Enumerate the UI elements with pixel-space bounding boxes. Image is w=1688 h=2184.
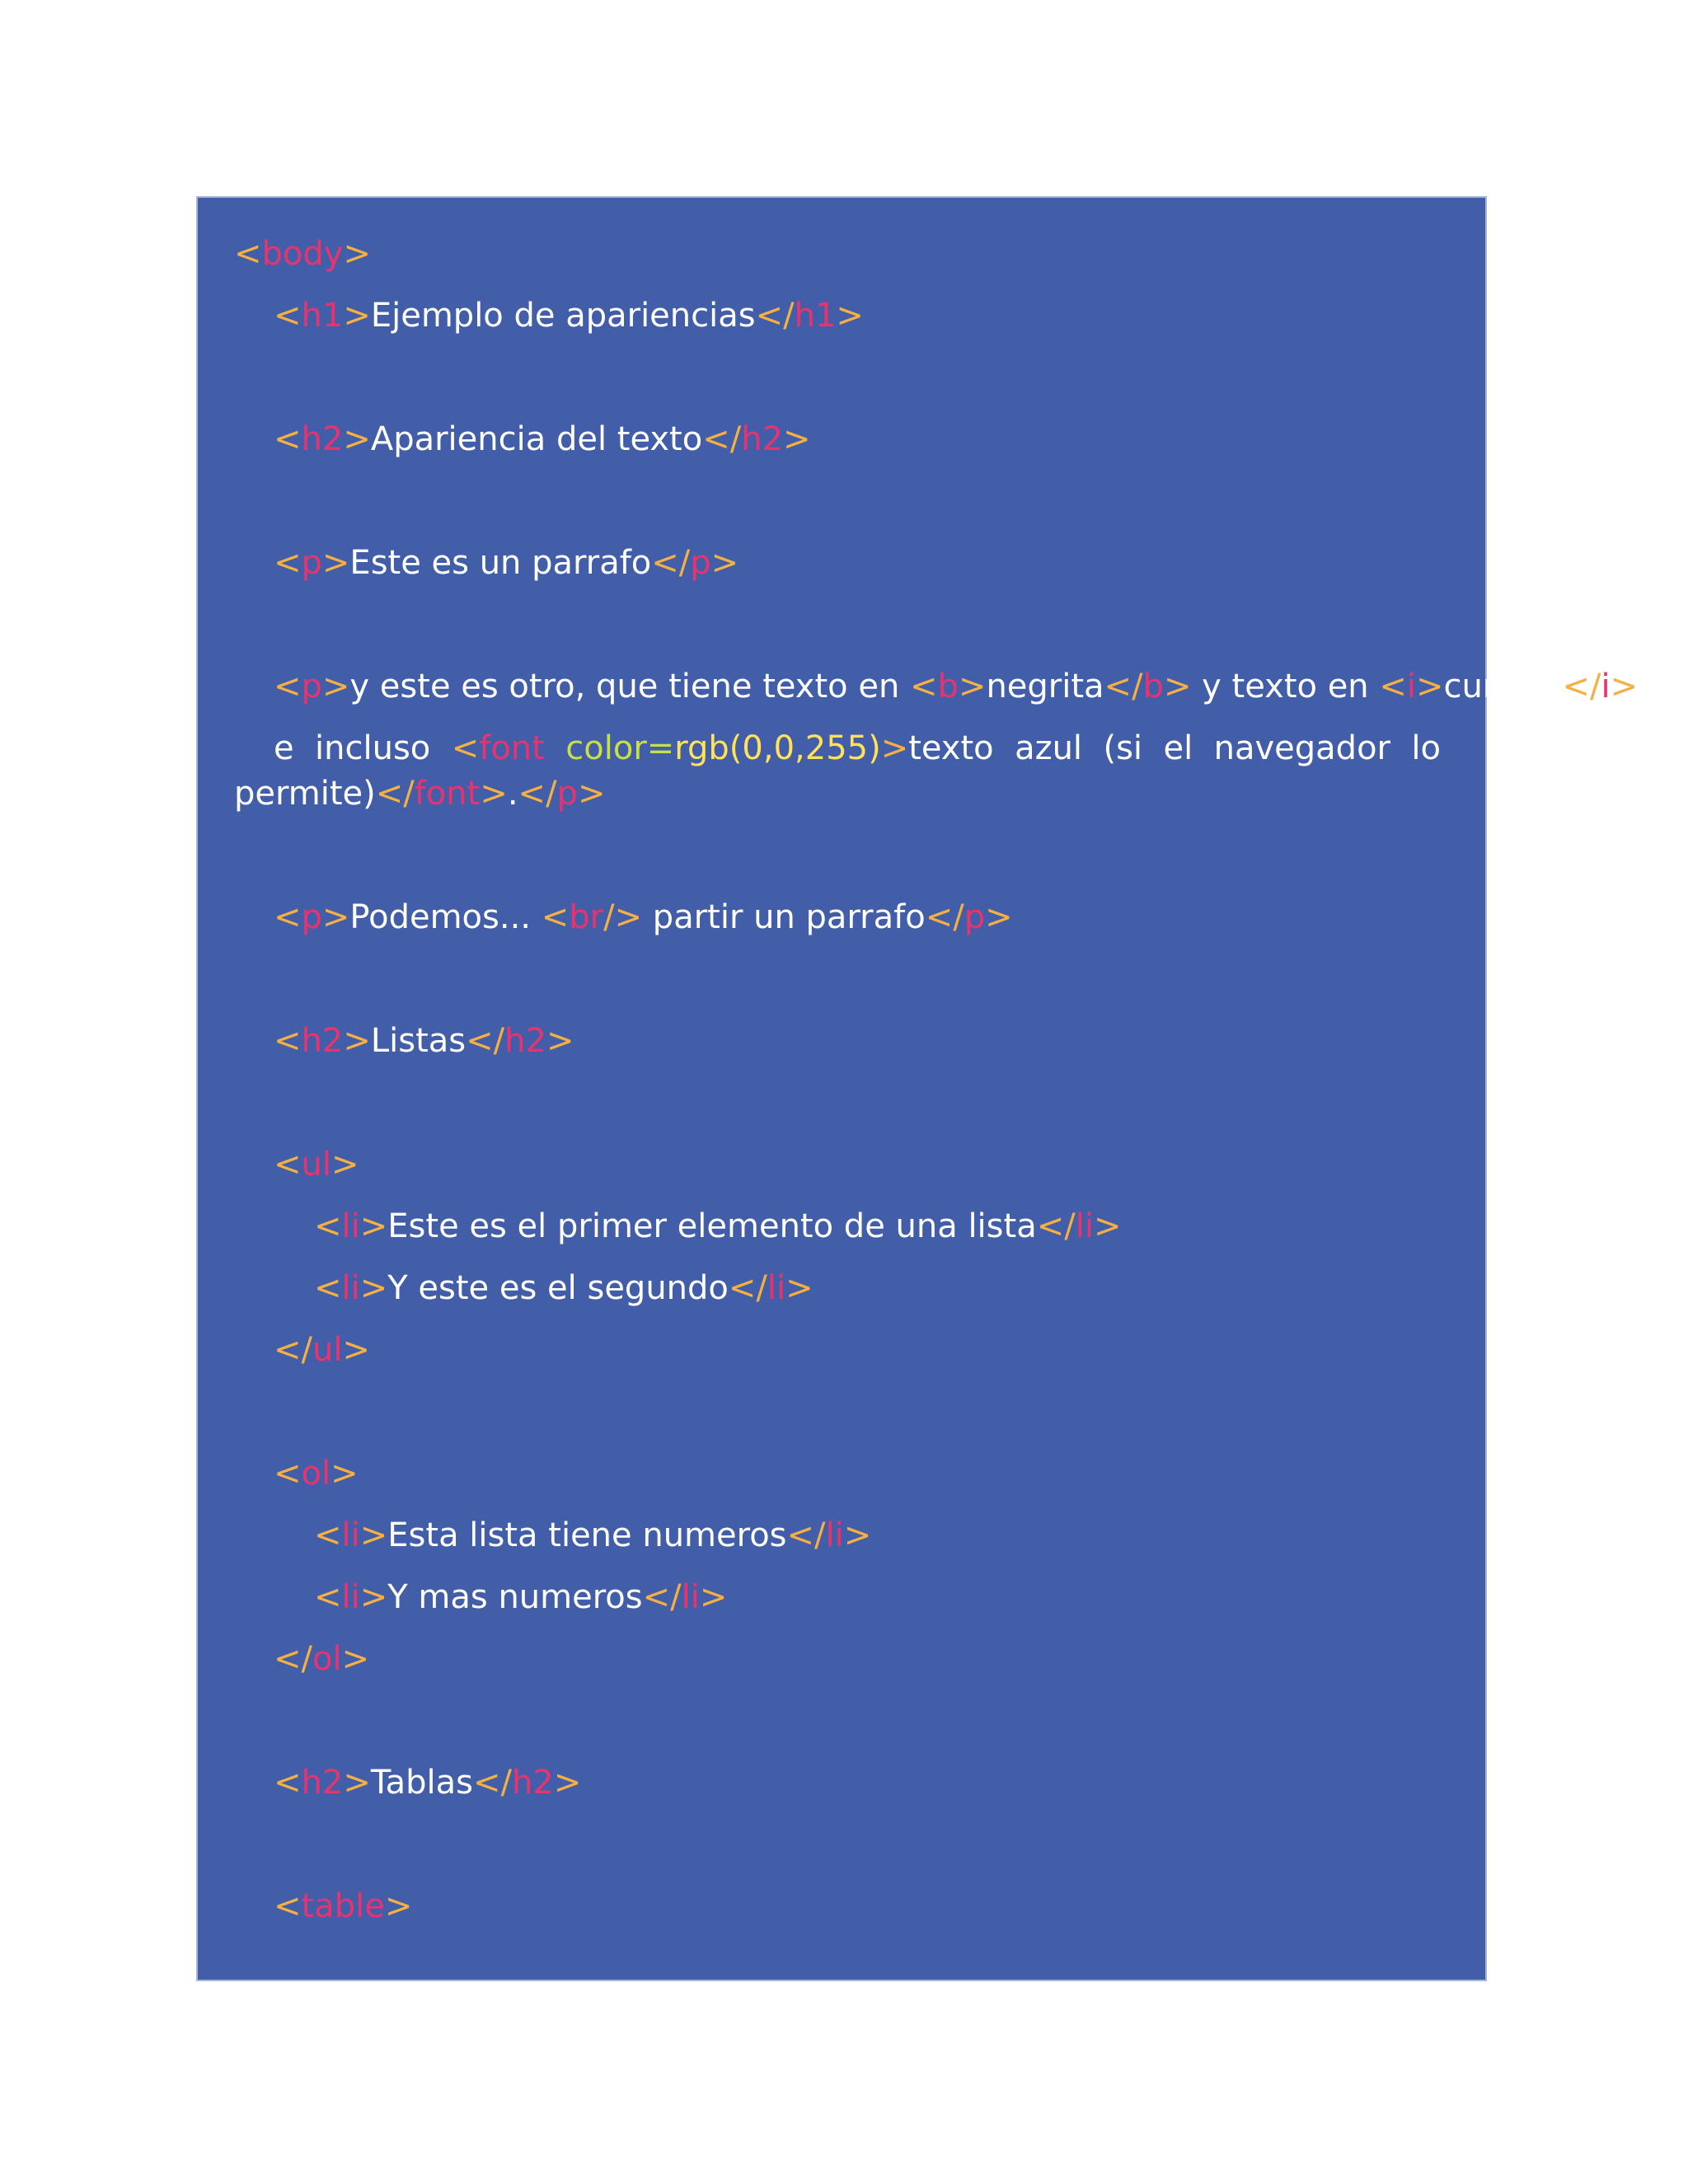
tag-bracket: > <box>1163 668 1192 705</box>
code-line <box>314 1572 1441 1622</box>
tag-name: h2 <box>301 1022 344 1060</box>
tag-name: ol <box>312 1640 342 1678</box>
text-content: negrita <box>986 668 1104 705</box>
tag-bracket: < <box>314 1207 342 1245</box>
tag-bracket: > <box>699 1578 728 1616</box>
text-content: Tablas <box>370 1764 474 1802</box>
code-line <box>314 1511 1441 1560</box>
text-content: partir un parrafo <box>642 898 926 936</box>
tag-name: ul <box>301 1146 331 1183</box>
tag-bracket: > <box>343 420 371 458</box>
tag-name: p <box>690 544 711 582</box>
text-content: y este es otro, que tiene texto en <box>349 668 911 705</box>
tag-bracket: </ <box>651 544 691 582</box>
tag-name: p <box>301 544 322 582</box>
tag-bracket: > <box>480 775 508 813</box>
text-content: texto azul (si el navegador lo <box>908 729 1441 767</box>
tag-bracket: > <box>343 235 371 273</box>
code-line <box>274 538 1441 588</box>
tag-bracket: > <box>342 1331 370 1369</box>
tag-name: b <box>937 668 959 705</box>
tag-name: font <box>479 729 545 767</box>
tag-name: ul <box>312 1331 343 1369</box>
tag-name: h1 <box>301 297 344 335</box>
tag-bracket: </ <box>786 1516 826 1554</box>
tag-name: font <box>414 775 481 813</box>
code-line <box>274 1758 1441 1807</box>
code-line <box>274 1140 1441 1189</box>
text-content: e incluso <box>274 729 452 767</box>
tag-bracket: < <box>274 1022 302 1060</box>
tag-bracket: > <box>577 775 606 813</box>
tag-bracket: < <box>274 1455 302 1493</box>
text-content: Este es un parrafo <box>349 544 652 582</box>
text-content: Listas <box>370 1022 467 1060</box>
tag-bracket: > <box>343 1022 371 1060</box>
tag-bracket: < <box>451 729 480 767</box>
text-content: y texto en <box>1191 668 1380 705</box>
tag-bracket: > <box>359 1578 388 1616</box>
code-line <box>274 662 1648 711</box>
code-line <box>274 415 1441 464</box>
tag-bracket: > <box>1610 668 1639 705</box>
tag-name: p <box>301 668 322 705</box>
tag-bracket: </ <box>274 1331 312 1369</box>
tag-bracket: < <box>274 1146 302 1183</box>
tag-bracket: > <box>785 1269 814 1307</box>
tag-name: h2 <box>301 420 344 458</box>
tag-name: i <box>1406 668 1417 705</box>
tag-bracket: > <box>331 1455 359 1493</box>
code-line <box>274 893 1441 942</box>
tag-bracket: < <box>274 1764 302 1802</box>
tag-bracket: > <box>1416 668 1444 705</box>
tag-bracket: </ <box>728 1269 767 1307</box>
tag-bracket: < <box>1379 668 1407 705</box>
tag-bracket: </ <box>274 1640 312 1678</box>
text-content: Esta lista tiene numeros <box>387 1516 787 1554</box>
tag-bracket: > <box>1093 1207 1122 1245</box>
tag-bracket: < <box>274 668 302 705</box>
tag-bracket: /> <box>603 898 643 936</box>
text-content: cursiva <box>1443 668 1563 705</box>
code-line <box>234 769 1441 818</box>
tag-bracket: > <box>321 668 350 705</box>
tag-name: i <box>1601 668 1611 705</box>
tag-name: li <box>341 1269 360 1307</box>
tag-name: ol <box>301 1455 331 1493</box>
tag-name: b <box>1142 668 1164 705</box>
tag-bracket: < <box>274 898 302 936</box>
tag-bracket: </ <box>1562 668 1601 705</box>
tag-bracket: < <box>274 1887 302 1925</box>
code-line <box>314 1263 1441 1313</box>
code-line <box>234 229 1441 279</box>
tag-bracket: </ <box>755 297 795 335</box>
tag-bracket: < <box>274 297 302 335</box>
tag-bracket: > <box>783 420 811 458</box>
tag-bracket: > <box>321 898 350 936</box>
tag-name: li <box>1075 1207 1094 1245</box>
tag-bracket: < <box>910 668 938 705</box>
tag-bracket: </ <box>375 775 415 813</box>
code-line <box>274 1882 1441 1931</box>
tag-name: h2 <box>504 1022 546 1060</box>
tag-name: table <box>301 1887 385 1925</box>
text-content: Y mas numeros <box>387 1578 643 1616</box>
text-content: Este es el primer elemento de una lista <box>387 1207 1037 1245</box>
code-line <box>314 1202 1441 1251</box>
text-content <box>545 729 565 767</box>
tag-name: p <box>964 898 986 936</box>
tag-bracket: > <box>546 1022 574 1060</box>
tag-bracket: < <box>274 544 302 582</box>
tag-bracket: > <box>359 1516 388 1554</box>
tag-bracket: > <box>836 297 864 335</box>
tag-bracket: > <box>985 898 1013 936</box>
tag-bracket: </ <box>925 898 964 936</box>
tag-bracket: </ <box>518 775 557 813</box>
tag-bracket: < <box>314 1516 342 1554</box>
tag-bracket: > <box>359 1207 388 1245</box>
tag-bracket: </ <box>702 420 742 458</box>
code-line <box>274 1449 1441 1498</box>
tag-name: h1 <box>794 297 837 335</box>
tag-name: li <box>767 1269 786 1307</box>
tag-name: h2 <box>741 420 784 458</box>
tag-name: h2 <box>512 1764 554 1802</box>
tag-bracket: > <box>331 1146 359 1183</box>
tag-bracket: > <box>710 544 739 582</box>
code-line <box>274 291 1441 340</box>
text-content: Ejemplo de apariencias <box>370 297 756 335</box>
text-content: permite) <box>234 775 376 813</box>
text-content: , <box>1638 668 1648 705</box>
code-line <box>274 1016 1441 1066</box>
tag-name: p <box>556 775 578 813</box>
tag-name: li <box>825 1516 844 1554</box>
tag-bracket: > <box>321 544 350 582</box>
tag-bracket: > <box>341 1640 370 1678</box>
attribute-value: rgb(0,0,255) <box>674 729 881 767</box>
tag-bracket: < <box>314 1578 342 1616</box>
tag-bracket: > <box>843 1516 872 1554</box>
attribute-name: color= <box>565 729 675 767</box>
tag-name: li <box>341 1516 360 1554</box>
tag-bracket: </ <box>473 1764 513 1802</box>
tag-bracket: < <box>274 420 302 458</box>
text-content: Podemos... <box>349 898 542 936</box>
tag-name: br <box>569 898 604 936</box>
tag-bracket: > <box>343 1764 371 1802</box>
tag-name: li <box>341 1578 360 1616</box>
code-line <box>274 1634 1441 1684</box>
tag-bracket: > <box>553 1764 582 1802</box>
code-panel <box>196 196 1648 1981</box>
text-content: Apariencia del texto <box>370 420 703 458</box>
tag-bracket: > <box>880 729 909 767</box>
tag-bracket: </ <box>466 1022 505 1060</box>
tag-name: li <box>341 1207 360 1245</box>
tag-bracket: </ <box>1036 1207 1076 1245</box>
tag-bracket: </ <box>642 1578 682 1616</box>
text-content: Y este es el segundo <box>387 1269 729 1307</box>
code-line <box>274 1325 1441 1375</box>
tag-bracket: < <box>314 1269 342 1307</box>
tag-bracket: > <box>343 297 371 335</box>
tag-bracket: > <box>958 668 987 705</box>
tag-name: body <box>261 235 344 273</box>
tag-name: li <box>681 1578 700 1616</box>
code-line <box>274 724 1441 773</box>
tag-bracket: < <box>234 235 262 273</box>
tag-bracket: </ <box>1104 668 1143 705</box>
tag-bracket: > <box>384 1887 413 1925</box>
tag-bracket: < <box>541 898 570 936</box>
tag-name: h2 <box>301 1764 344 1802</box>
tag-name: p <box>301 898 322 936</box>
text-content: . <box>507 775 518 813</box>
tag-bracket: > <box>359 1269 388 1307</box>
